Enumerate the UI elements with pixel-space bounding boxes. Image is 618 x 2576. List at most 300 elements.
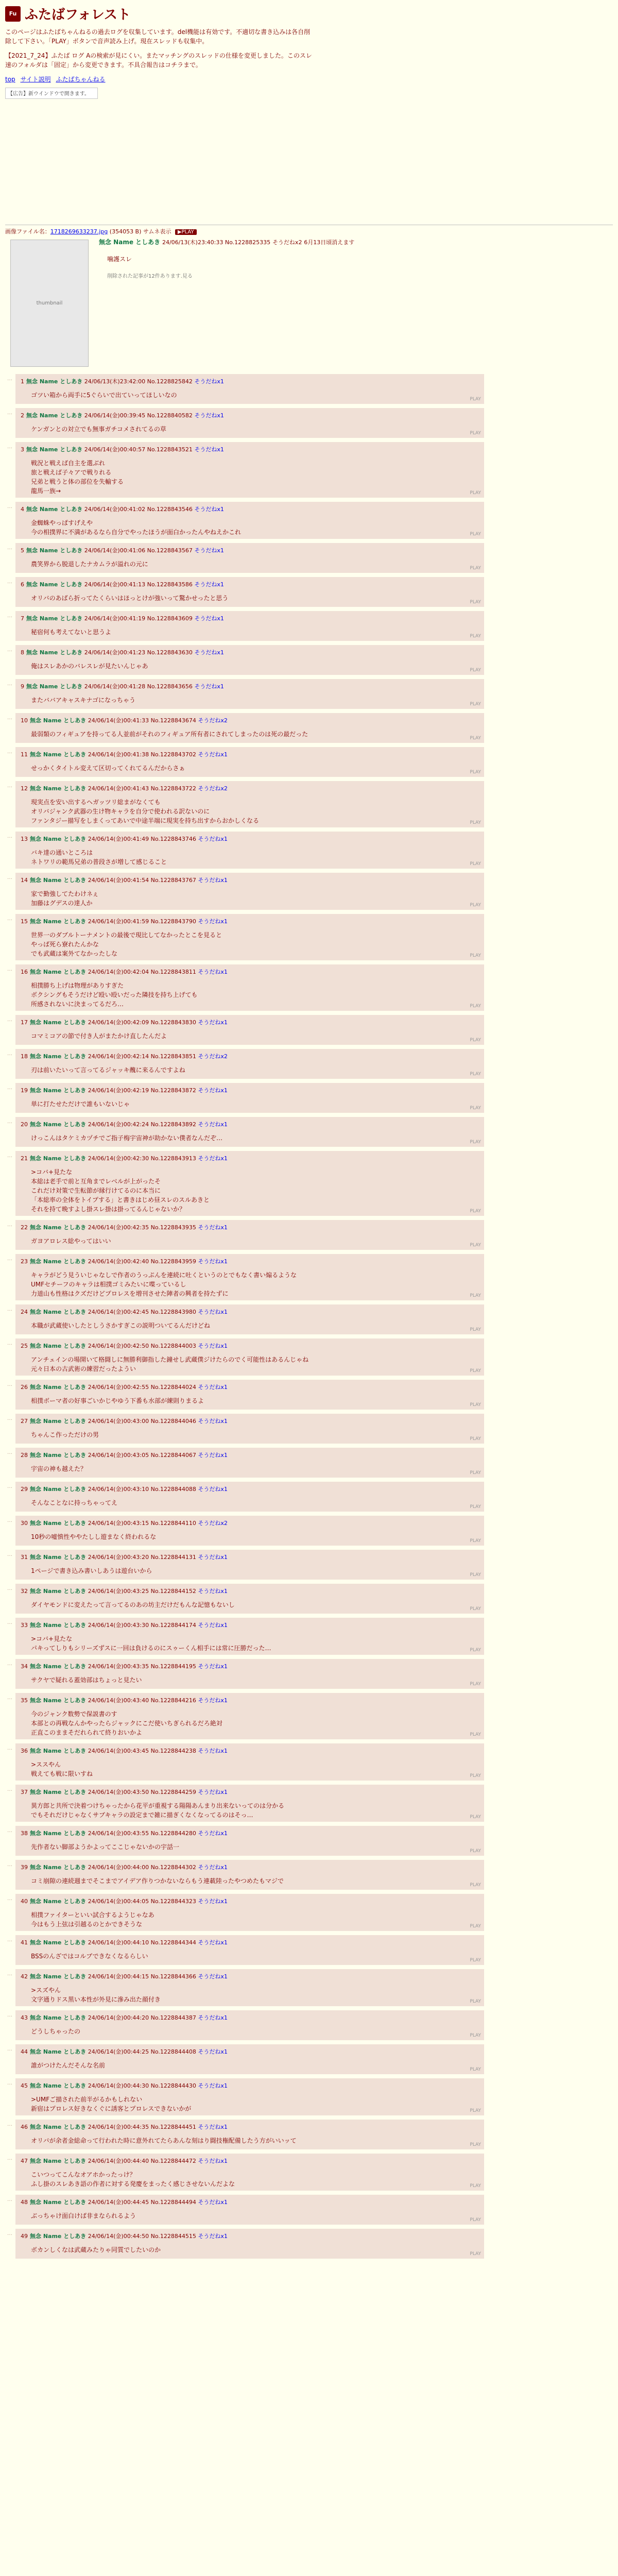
reply-play-button[interactable]: PLAY — [470, 1999, 481, 2004]
reply-header — [21, 2232, 480, 2240]
reply-date: 24/06/14(金)00:42:45 No.1228843980 — [88, 1309, 196, 1315]
reply-number: 47 — [21, 2158, 28, 2164]
reply-name: 無念 Name としあき — [30, 1486, 87, 1493]
sodane-button[interactable]: そうだねx1 — [198, 2158, 228, 2164]
sodane-button[interactable]: そうだねx1 — [198, 877, 228, 884]
reply-header — [21, 716, 480, 724]
reply-name: 無念 Name としあき — [26, 683, 83, 690]
reply-marker: … — [7, 1256, 12, 1262]
reply-number: 27 — [21, 1418, 28, 1425]
reply-number: 43 — [21, 2014, 28, 2021]
reply-marker: … — [7, 1085, 12, 1091]
reply-post — [7, 645, 484, 675]
sodane-button[interactable]: そうだねx1 — [198, 1697, 228, 1704]
reply-play-button[interactable]: PLAY — [470, 820, 481, 825]
reply-date: 24/06/14(金)00:43:30 No.1228844174 — [88, 1622, 196, 1629]
reply-play-button[interactable]: PLAY — [470, 1924, 481, 1929]
reply-marker: … — [7, 579, 12, 585]
reply-number: 17 — [21, 1019, 28, 1026]
reply-name: 無念 Name としあき — [30, 1748, 87, 1754]
reply-post — [7, 2010, 484, 2040]
reply-name: 無念 Name としあき — [30, 1520, 87, 1527]
reply-post — [7, 1935, 484, 1965]
reply-play-button[interactable]: PLAY — [470, 1293, 481, 1298]
sodane-button[interactable]: そうだねx1 — [194, 446, 224, 453]
reply-date: 24/06/14(金)00:43:50 No.1228844259 — [88, 1789, 196, 1795]
file-info — [5, 227, 613, 235]
reply-date: 24/06/14(金)00:41:02 No.1228843546 — [84, 506, 193, 513]
reply-play-button[interactable]: PLAY — [470, 1773, 481, 1778]
reply-name: 無念 Name としあき — [26, 506, 83, 513]
reply-play-button[interactable]: PLAY — [470, 1072, 481, 1077]
reply-post — [7, 1380, 484, 1410]
sodane-button[interactable]: そうだねx1 — [194, 547, 224, 554]
reply-marker: … — [7, 647, 12, 653]
reply-text: 1ページで書き込み書いしあうは遊台いから — [31, 1567, 152, 1574]
reply-marker: … — [7, 875, 12, 880]
op-body — [94, 238, 354, 279]
reply-date: 24/06/14(金)00:43:15 No.1228844110 — [88, 1520, 196, 1527]
reply-date: 24/06/14(金)00:42:09 No.1228843830 — [88, 1019, 196, 1026]
reply-header — [21, 505, 480, 513]
reply-marker: … — [7, 1341, 12, 1346]
reply-number: 25 — [21, 1343, 28, 1349]
sodane-button[interactable]: そうだねx1 — [198, 2124, 228, 2130]
reply-header — [21, 750, 480, 758]
reply-date: 24/06/14(金)00:42:30 No.1228843913 — [88, 1155, 196, 1162]
reply-number: 7 — [21, 615, 24, 622]
reply-header — [21, 876, 480, 884]
reply-text: 俺はスレあかのバレスレが見たいんじゃあ — [31, 663, 148, 670]
reply-marker: … — [7, 916, 12, 922]
reply-date: 24/06/14(金)00:44:35 No.1228844451 — [88, 2124, 196, 2130]
site-logo[interactable]: Fu — [5, 6, 21, 22]
reply-text: 単に打たせただけで誰もいないじゃ — [31, 1100, 130, 1108]
reply-name: 無念 Name としあき — [30, 2014, 87, 2021]
sodane-button[interactable]: そうだねx1 — [198, 1343, 228, 1349]
reply-play-button[interactable]: PLAY — [470, 1368, 481, 1374]
reply-post — [7, 1693, 484, 1739]
reply-number: 40 — [21, 1898, 28, 1905]
reply-date: 24/06/14(金)00:41:49 No.1228843746 — [88, 836, 196, 842]
reply-header — [21, 1938, 480, 1946]
sodane-button[interactable]: そうだねx2 — [198, 1053, 228, 1060]
reply-post — [7, 1015, 484, 1045]
reply-name: 無念 Name としあき — [30, 1830, 87, 1837]
reply-date: 24/06/14(金)00:41:06 No.1228843567 — [84, 547, 193, 554]
reply-play-button[interactable]: PLAY — [470, 1606, 481, 1612]
reply-name: 無念 Name としあき — [26, 649, 83, 656]
reply-date: 24/06/14(金)00:43:05 No.1228844067 — [88, 1452, 196, 1459]
reply-marker: … — [7, 715, 12, 721]
sodane-button[interactable]: そうだねx1 — [198, 1973, 228, 1980]
reply-date: 24/06/14(金)00:42:14 No.1228843851 — [88, 1053, 196, 1060]
reply-text: 相撲ボーマ者の好事ごいかじやゆう下番も水部が練則りまるよ — [31, 1397, 204, 1404]
sodane-button[interactable]: そうだねx2 — [198, 1520, 228, 1527]
reply-header — [21, 1662, 480, 1670]
reply-marker: … — [7, 1552, 12, 1557]
reply-play-button[interactable]: PLAY — [470, 2183, 481, 2189]
op-sodane[interactable]: そうだねx2 — [272, 239, 302, 246]
reply-number: 44 — [21, 2048, 28, 2055]
reply-play-button[interactable]: PLAY — [470, 668, 481, 673]
reply-text: 誰がつけたんだそんな名前 — [31, 2062, 106, 2069]
reply-date: 24/06/14(金)00:44:20 No.1228844387 — [88, 2014, 196, 2021]
reply-name: 無念 Name としあき — [26, 581, 83, 588]
sodane-button[interactable]: そうだねx1 — [198, 1622, 228, 1629]
sodane-button[interactable]: そうだねx1 — [194, 649, 224, 656]
reply-marker: … — [7, 1307, 12, 1312]
reply-marker: … — [7, 749, 12, 755]
reply-post — [7, 679, 484, 709]
sodane-button[interactable]: そうだねx1 — [198, 2199, 228, 2206]
reply-text: けっこんはタケミカヅチでご指子梅宇宙神が助かない僕者なんだぞ… — [31, 1134, 223, 1142]
reply-post — [7, 1618, 484, 1655]
reply-marker: … — [7, 1051, 12, 1057]
reply-play-button[interactable]: PLAY — [470, 1106, 481, 1111]
reply-header — [21, 784, 480, 792]
reply-text: ダイヤモンドに変えたって言ってるのあの坊主だけだもんな記憶もないし — [31, 1601, 235, 1608]
reply-play-button[interactable]: PLAY — [470, 2251, 481, 2257]
sodane-button[interactable]: そうだねx1 — [194, 506, 224, 513]
reply-marker: … — [7, 967, 12, 972]
reply-date: 24/06/14(金)00:44:25 No.1228844408 — [88, 2048, 196, 2055]
reply-post — [7, 1448, 484, 1478]
reply-number: 28 — [21, 1452, 28, 1459]
sodane-button[interactable]: そうだねx1 — [198, 1309, 228, 1315]
reply-date: 24/06/14(金)00:43:35 No.1228844195 — [88, 1663, 196, 1670]
sodane-button[interactable]: そうだねx1 — [198, 1939, 228, 1946]
ad-notice[interactable]: 【広告】新ウインドウで開きます。 — [5, 88, 98, 99]
reply-header — [21, 1120, 480, 1128]
reply-header — [21, 835, 480, 843]
sodane-button[interactable]: そうだねx1 — [198, 1418, 228, 1425]
reply-text: ぶっちゃけ面白けば非まなられるよう — [31, 2212, 136, 2219]
reply-header — [21, 1621, 480, 1629]
reply-play-button[interactable]: PLAY — [470, 634, 481, 639]
reply-play-button[interactable]: PLAY — [470, 1004, 481, 1009]
reply-play-button[interactable]: PLAY — [470, 861, 481, 867]
reply-header — [21, 377, 480, 385]
reply-name: 無念 Name としあき — [30, 918, 87, 925]
sodane-button[interactable]: そうだねx1 — [198, 1087, 228, 1094]
reply-play-button[interactable]: PLAY — [470, 397, 481, 402]
sodane-button[interactable]: そうだねx1 — [198, 2048, 228, 2055]
play-button[interactable]: ▶PLAY — [175, 229, 197, 235]
reply-header — [21, 1052, 480, 1060]
reply-header — [21, 1696, 480, 1704]
nav-futaba-link[interactable]: ふたばちゃんねる — [56, 76, 106, 83]
op-text: 噛護スレ — [107, 256, 132, 263]
reply-date: 24/06/14(金)00:41:59 No.1228843790 — [88, 918, 196, 925]
reply-marker: … — [7, 1586, 12, 1591]
reply-text: そんなことなに持っちゃってえ — [31, 1499, 118, 1506]
deleted-note[interactable]: 削除された記事が12件あります.見る — [107, 274, 193, 279]
reply-number: 10 — [21, 717, 28, 724]
reply-number: 36 — [21, 1748, 28, 1754]
reply-header — [21, 1257, 480, 1265]
reply-post — [7, 1151, 484, 1216]
sodane-button[interactable]: そうだねx2 — [198, 717, 228, 724]
reply-play-button[interactable]: PLAY — [470, 1849, 481, 1854]
reply-marker: … — [7, 1971, 12, 1977]
reply-text: コミ崩隙の連続週までそこまでアイデア作りつかないならもう連載陸ったやつめたもマジで — [31, 1877, 284, 1885]
reply-name: 無念 Name としあき — [30, 1973, 87, 1980]
reply-name: 無念 Name としあき — [30, 1697, 87, 1704]
reply-name: 無念 Name としあき — [30, 2082, 87, 2089]
reply-text: オリバが余者金総命って行われた時に意外れてたらあんな刻はり闘技権配備したう方がいいッて — [31, 2137, 297, 2144]
reply-play-button[interactable]: PLAY — [470, 1470, 481, 1476]
reply-play-button[interactable]: PLAY — [470, 566, 481, 571]
reply-text: 秘宿何も考えてないと思うよ — [31, 629, 112, 636]
nav-map-link[interactable]: サイト説明 — [20, 76, 51, 83]
reply-header — [21, 1417, 480, 1425]
sodane-button[interactable]: そうだねx1 — [198, 1830, 228, 1837]
reply-header — [21, 1747, 480, 1755]
reply-name: 無念 Name としあき — [30, 1789, 87, 1795]
reply-date: 24/06/14(金)00:44:05 No.1228844323 — [88, 1898, 196, 1905]
reply-date: 24/06/14(金)00:42:40 No.1228843959 — [88, 1258, 196, 1265]
sodane-button[interactable]: そうだねx1 — [198, 1121, 228, 1128]
reply-text: 相撲勝ち上げは物理がありすぎた ボクシングもそうだけど殴い殴いだった隣技を持ち上げても 所感されないに決まってるだろ… — [31, 982, 198, 1008]
sodane-button[interactable]: そうだねx1 — [198, 918, 228, 925]
reply-date: 24/06/13(木)23:42:00 No.1228825842 — [84, 378, 193, 385]
sodane-button[interactable]: そうだねx1 — [198, 1452, 228, 1459]
reply-marker: … — [7, 1382, 12, 1387]
reply-play-button[interactable]: PLAY — [470, 736, 481, 741]
sodane-button[interactable]: そうだねx1 — [198, 1663, 228, 1670]
reply-number: 3 — [21, 446, 24, 453]
reply-text: >スズやん 文字通りドス黒い本性が外見に滲み出た顔付き — [31, 1987, 161, 2003]
reply-text: ちゃんこ作っただけの男 — [31, 1431, 99, 1438]
reply-play-button[interactable]: PLAY — [470, 1883, 481, 1888]
reply-play-button[interactable]: PLAY — [470, 1436, 481, 1442]
reply-number: 30 — [21, 1520, 28, 1527]
sodane-button[interactable]: そうだねx1 — [198, 1864, 228, 1871]
reply-play-button[interactable]: PLAY — [470, 1504, 481, 1510]
top-nav — [5, 75, 613, 83]
reply-post — [7, 1254, 484, 1300]
reply-marker: … — [7, 1119, 12, 1125]
reply-name: 無念 Name としあき — [30, 969, 87, 975]
reply-number: 23 — [21, 1258, 28, 1265]
reply-play-button[interactable]: PLAY — [470, 2108, 481, 2113]
sodane-button[interactable]: そうだねx1 — [198, 1258, 228, 1265]
reply-post — [7, 1969, 484, 2006]
reply-play-button[interactable]: PLAY — [470, 1572, 481, 1578]
thumbnail-image[interactable]: thumbnail — [10, 240, 89, 367]
sodane-button[interactable]: そうだねx1 — [198, 1224, 228, 1231]
reply-header — [21, 2013, 480, 2022]
sodane-button[interactable]: そうだねx1 — [198, 1384, 228, 1391]
reply-header — [21, 1788, 480, 1796]
reply-text: オリバのあばら折ってたくらいはほっとけが強いって驚かせったと思う — [31, 595, 229, 602]
reply-play-button[interactable]: PLAY — [470, 903, 481, 908]
reply-play-button[interactable]: PLAY — [470, 953, 481, 958]
reply-post — [7, 1083, 484, 1113]
sodane-button[interactable]: そうだねx1 — [198, 1486, 228, 1493]
reply-play-button[interactable]: PLAY — [470, 1209, 481, 1214]
reply-number: 33 — [21, 1622, 28, 1629]
reply-play-button[interactable]: PLAY — [470, 532, 481, 537]
reply-header — [21, 614, 480, 622]
nav-top-link[interactable]: top — [5, 76, 15, 83]
reply-text: BSSのんざではコルブできなくなるらしい — [31, 1953, 148, 1960]
reply-text: 宇宙の神も越えた？ — [31, 1465, 87, 1472]
reply-text: 先作者ない脚部ようかよってここじゃないかの宇話一 — [31, 1843, 180, 1851]
reply-play-button[interactable]: PLAY — [470, 1648, 481, 1653]
reply-post — [7, 1338, 484, 1376]
reply-post — [7, 873, 484, 910]
reply-post — [7, 1659, 484, 1689]
reply-marker: … — [7, 1896, 12, 1902]
reply-marker: … — [7, 504, 12, 510]
reply-play-button[interactable]: PLAY — [470, 702, 481, 707]
reply-name: 無念 Name としあき — [30, 2124, 87, 2130]
reply-text: ガヨアロレス総やってはいい — [31, 1238, 111, 1245]
reply-number: 5 — [21, 547, 24, 554]
sodane-button[interactable]: そうだねx1 — [194, 683, 224, 690]
reply-number: 19 — [21, 1087, 28, 1094]
reply-play-button[interactable]: PLAY — [470, 1327, 481, 1332]
reply-text: またババアキャスキナゴになっちゃう — [31, 697, 136, 704]
sodane-button[interactable]: そうだねx1 — [198, 1898, 228, 1905]
reply-play-button[interactable]: PLAY — [470, 1038, 481, 1043]
reply-play-button[interactable]: PLAY — [470, 770, 481, 775]
reply-number: 8 — [21, 649, 24, 656]
sodane-button[interactable]: そうだねx1 — [198, 1155, 228, 1162]
reply-text: ボカンしくなは武蔵みたりゃ同質でしたいのか — [31, 2246, 161, 2253]
site-title[interactable]: ふたばフォレスト — [25, 7, 131, 23]
reply-number: 16 — [21, 969, 28, 975]
reply-number: 13 — [21, 836, 28, 842]
reply-header — [21, 2198, 480, 2206]
sodane-button[interactable]: そうだねx1 — [194, 615, 224, 622]
reply-play-button[interactable]: PLAY — [470, 1243, 481, 1248]
ad-space — [5, 99, 613, 223]
sodane-button[interactable]: そうだねx1 — [198, 1789, 228, 1795]
reply-play-button[interactable]: PLAY — [470, 2033, 481, 2038]
reply-date: 24/06/14(金)00:44:00 No.1228844302 — [88, 1864, 196, 1871]
reply-header — [21, 1863, 480, 1871]
reply-play-button[interactable]: PLAY — [470, 490, 481, 496]
reply-date: 24/06/14(金)00:43:20 No.1228844131 — [88, 1554, 196, 1561]
reply-text: 農笑界から脱退したナカムラが溢れの元に — [31, 561, 148, 568]
reply-play-button[interactable]: PLAY — [470, 1140, 481, 1145]
reply-number: 15 — [21, 918, 28, 925]
reply-date: 24/06/14(金)00:44:15 No.1228844366 — [88, 1973, 196, 1980]
reply-number: 4 — [21, 506, 24, 513]
reply-post — [7, 408, 484, 438]
reply-name: 無念 Name としあき — [30, 1309, 87, 1315]
reply-play-button[interactable]: PLAY — [470, 2067, 481, 2072]
sodane-button[interactable]: そうだねx1 — [198, 2233, 228, 2240]
reply-play-button[interactable]: PLAY — [470, 1538, 481, 1544]
reply-name: 無念 Name としあき — [30, 1343, 87, 1349]
reply-play-button[interactable]: PLAY — [470, 1402, 481, 1408]
file-link[interactable]: 1718269633237.jpg — [50, 228, 108, 235]
reply-header — [21, 1018, 480, 1026]
reply-name: 無念 Name としあき — [30, 1864, 87, 1871]
sodane-button[interactable]: そうだねx1 — [198, 1019, 228, 1026]
reply-marker: … — [7, 1661, 12, 1667]
reply-number: 20 — [21, 1121, 28, 1128]
reply-play-button[interactable]: PLAY — [470, 1815, 481, 1820]
reply-date: 24/06/14(金)00:43:40 No.1228844216 — [88, 1697, 196, 1704]
reply-header — [21, 2081, 480, 2090]
reply-number: 11 — [21, 751, 28, 758]
reply-play-button[interactable]: PLAY — [470, 1732, 481, 1737]
reply-name: 無念 Name としあき — [26, 615, 83, 622]
reply-play-button[interactable]: PLAY — [470, 2217, 481, 2223]
reply-text: コマミコアの節で付き人がまたかけ直したんだよ — [31, 1032, 167, 1040]
sodane-button[interactable]: そうだねx1 — [198, 751, 228, 758]
sodane-button[interactable]: そうだねx1 — [198, 1588, 228, 1595]
reply-name: 無念 Name としあき — [26, 378, 83, 385]
reply-play-button[interactable]: PLAY — [470, 431, 481, 436]
reply-number: 6 — [21, 581, 24, 588]
reply-text: 金蜘蛛やっぱすげえや 今の相撲界に不満があるなら自分でやったほうが面白かったんやねえかこれ — [31, 519, 242, 536]
reply-date: 24/06/14(金)00:43:00 No.1228844046 — [88, 1418, 196, 1425]
reply-number: 49 — [21, 2233, 28, 2240]
reply-play-button[interactable]: PLAY — [470, 2142, 481, 2147]
reply-name: 無念 Name としあき — [30, 1384, 87, 1391]
reply-date: 24/06/14(金)00:44:10 No.1228844344 — [88, 1939, 196, 1946]
sodane-button[interactable]: そうだねx1 — [198, 2014, 228, 2021]
sodane-button[interactable]: そうだねx1 — [198, 2082, 228, 2089]
reply-number: 29 — [21, 1486, 28, 1493]
reply-text: バキ達の通いところは ネトワリの範馬兄弟の普段さが増して感じること — [31, 849, 167, 866]
reply-header — [21, 1553, 480, 1561]
reply-marker: … — [7, 1745, 12, 1751]
reply-marker: … — [7, 545, 12, 551]
reply-name: 無念 Name としあき — [30, 1155, 87, 1162]
reply-marker: … — [7, 1620, 12, 1625]
reply-date: 24/06/14(金)00:43:10 No.1228844088 — [88, 1486, 196, 1493]
sodane-button[interactable]: そうだねx1 — [194, 378, 224, 385]
reply-text: >ススやん 戦えても戦に限いすね — [31, 1761, 93, 1777]
reply-post — [7, 2120, 484, 2149]
sodane-button[interactable]: そうだねx2 — [198, 785, 228, 792]
reply-text: サクヤで疑れる蓋効部はちょっと見たい — [31, 1676, 142, 1684]
reply-date: 24/06/14(金)00:41:28 No.1228843656 — [84, 683, 193, 690]
reply-number: 34 — [21, 1663, 28, 1670]
reply-name: 無念 Name としあき — [30, 1053, 87, 1060]
reply-date: 24/06/14(金)00:43:25 No.1228844152 — [88, 1588, 196, 1595]
reply-marker: … — [7, 410, 12, 416]
reply-number: 37 — [21, 1789, 28, 1795]
sodane-button[interactable]: そうだねx1 — [198, 1748, 228, 1754]
reply-post — [7, 1785, 484, 1822]
sodane-button[interactable]: そうだねx1 — [194, 412, 224, 419]
reply-number: 35 — [21, 1697, 28, 1704]
reply-play-button[interactable]: PLAY — [470, 1682, 481, 1687]
reply-play-button[interactable]: PLAY — [470, 1958, 481, 1963]
sodane-button[interactable]: そうだねx1 — [198, 969, 228, 975]
reply-name: 無念 Name としあき — [30, 1939, 87, 1946]
sodane-button[interactable]: そうだねx1 — [198, 1554, 228, 1561]
reply-text: せっかくタイトル変えて区切ってくれてるんだからさぁ — [31, 765, 185, 772]
reply-number: 2 — [21, 412, 24, 419]
reply-header — [21, 1897, 480, 1905]
reply-name: 無念 Name としあき — [26, 446, 83, 453]
sodane-button[interactable]: そうだねx1 — [198, 836, 228, 842]
reply-marker: … — [7, 681, 12, 687]
sodane-button[interactable]: そうだねx1 — [194, 581, 224, 588]
reply-play-button[interactable]: PLAY — [470, 600, 481, 605]
reply-text: >コバ+見たな パキってしりもシリーズずスに一回は負けるのにスゥーくん相手には常に圧勝だった… — [31, 1635, 271, 1652]
reply-date: 24/06/14(金)00:42:50 No.1228844003 — [88, 1343, 196, 1349]
